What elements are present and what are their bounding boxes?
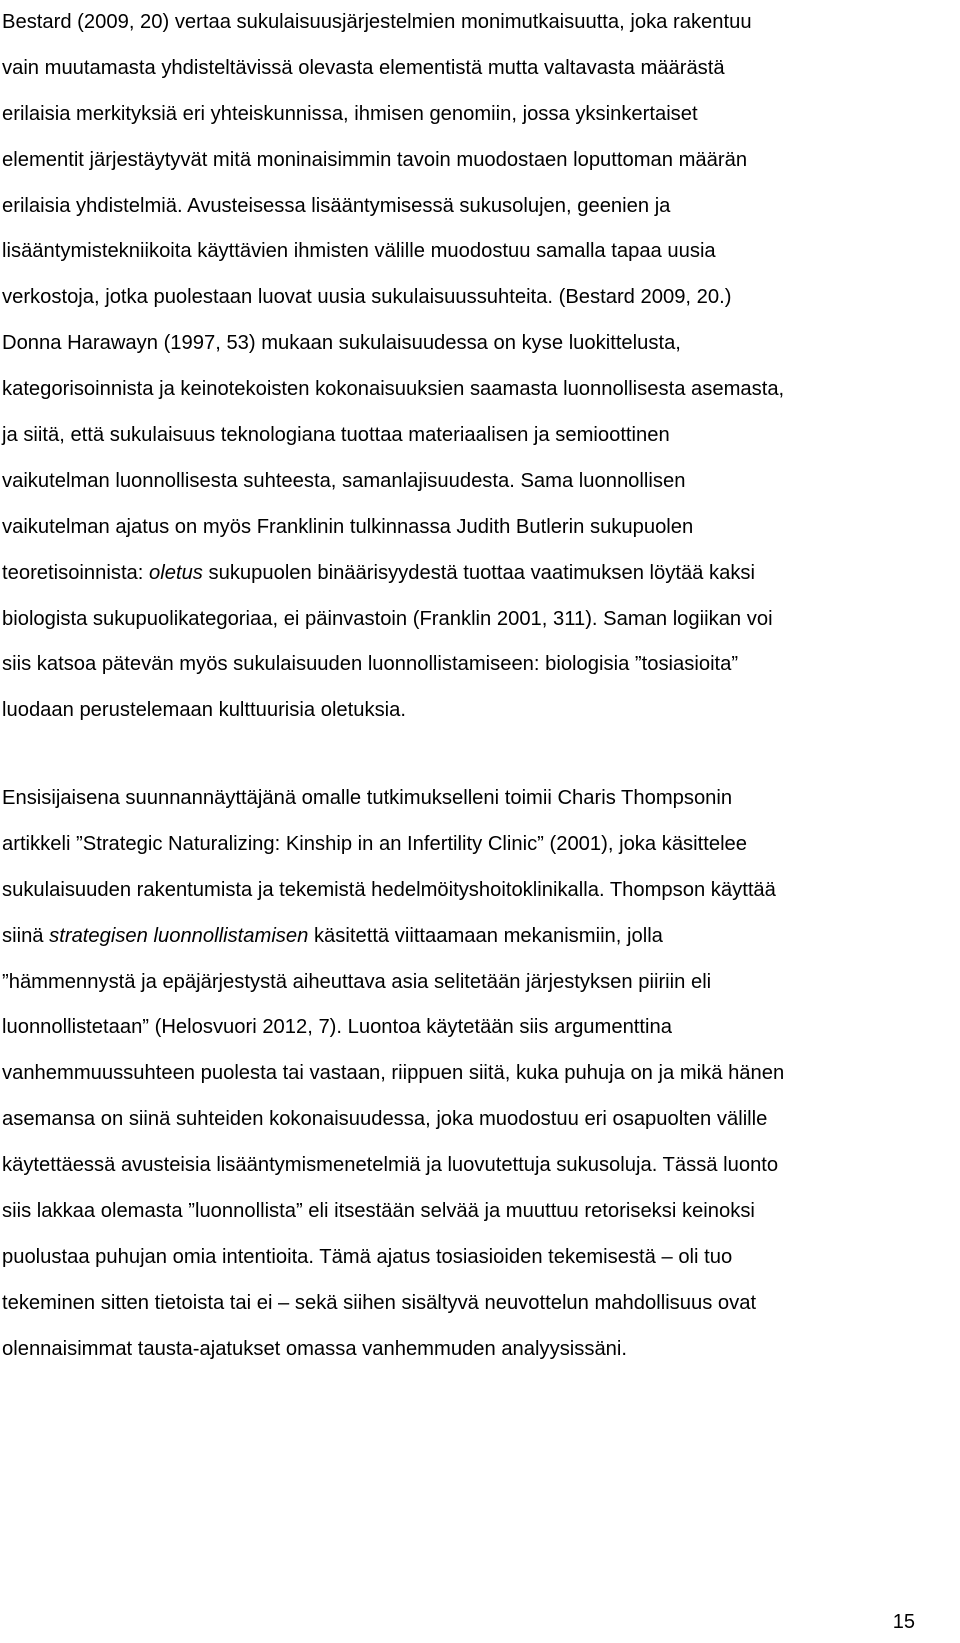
text-line (2, 868, 918, 914)
text-line (2, 0, 918, 46)
text-line (2, 367, 918, 413)
text-run: ja siitä, että sukulaisuus teknologiana tuottaa materiaalisen ja semioottinen (2, 424, 670, 447)
text-line (2, 92, 918, 138)
text-run: lisääntymistekniikoita käyttävien ihmisten välille muodostuu samalla tapaa uusia (2, 240, 716, 263)
text-line (2, 505, 918, 551)
text-run: vaikutelman ajatus on myös Franklinin tulkinnassa Judith Butlerin sukupuolen (2, 515, 694, 538)
text-line (2, 459, 918, 505)
text-line (2, 776, 918, 822)
text-run: kategorisoinnista ja keinotekoisten kokonaisuuksien saamasta luonnollisesta asemasta, (2, 378, 785, 401)
italic-text-run: oletus (149, 561, 203, 584)
text-run: asemansa on siinä suhteiden kokonaisuudessa, joka muodostuu eri osapuolten välille (2, 1108, 768, 1131)
text-line (2, 321, 918, 367)
text-line (2, 1189, 918, 1235)
text-run: olennaisimmat tausta-ajatukset omassa vanhemmuden analyysissäni. (2, 1337, 628, 1360)
text-run: erilaisia yhdistelmiä. Avusteisessa lisääntymisessä sukusolujen, geenien ja (2, 194, 671, 217)
text-run: artikkeli ”Strategic Naturalizing: Kinship in an Infertility Clinic” (2001), joka käsittelee (2, 832, 748, 855)
text-run: Ensisijaisena suunnannäyttäjänä omalle tutkimukselleni toimii Charis Thompsonin (2, 787, 733, 809)
text-run: luonnollistetaan” (Helosvuori 2012, 7). Luontoa käytetään siis argumenttina (2, 1016, 672, 1039)
text-run: luodaan perustelemaan kulttuurisia oletuksia. (2, 699, 406, 722)
text-run: vanhemmuussuhteen puolesta tai vastaan, riippuen siitä, kuka puhuja on ja mikä hänen (2, 1062, 785, 1085)
text-run: biologista sukupuolikategoriaa, ei päinvastoin (Franklin 2001, 311). Saman logiikan voi (2, 607, 773, 630)
text-line (2, 642, 918, 688)
text-run: siinä (2, 924, 50, 947)
text-line (2, 275, 918, 321)
text-line (2, 1235, 918, 1281)
text-run: tekeminen sitten tietoista tai ei – sekä siihen sisältyvä neuvottelun mahdollisuus ovat (2, 1291, 757, 1314)
text-line (2, 229, 918, 275)
text-run: Bestard (2009, 20) vertaa sukulaisuusjärjestelmien monimutkaisuutta, joka rakentuu (2, 11, 752, 33)
text-line (2, 551, 918, 597)
paragraph (2, 0, 918, 734)
text-line (2, 138, 918, 184)
page-number: 15 (892, 1611, 915, 1633)
text-line (2, 960, 918, 1006)
text-line (2, 413, 918, 459)
text-run: erilaisia merkityksiä eri yhteiskunnissa, ihmisen genomiin, jossa yksinkertaiset (2, 102, 698, 125)
text-run: teoretisoinnista: (2, 561, 150, 584)
text-line (2, 46, 918, 92)
text-line (2, 1281, 918, 1327)
text-run: käytettäessä avusteisia lisääntymismenetelmiä ja luovutettuja sukusoluja. Tässä luonto (2, 1154, 779, 1177)
text-line (2, 597, 918, 643)
text-line (2, 688, 918, 734)
text-run: ”hämmennystä ja epäjärjestystä aiheuttava asia selitetään järjestyksen piiriin eli (2, 970, 712, 993)
text-run: sukulaisuuden rakentumista ja tekemistä hedelmöityshoitoklinikalla. Thompson käyttää (2, 878, 776, 901)
text-line (2, 822, 918, 868)
text-run: elementit järjestäytyvät mitä moninaisimmin tavoin muodostaen loputtoman määrän (2, 148, 748, 171)
text-run: vain muutamasta yhdisteltävissä olevasta elementistä mutta valtavasta määrästä (2, 56, 725, 79)
text-run: verkostoja, jotka puolestaan luovat uusia sukulaisuussuhteita. (Bestard 2009, 20.) (2, 286, 732, 309)
text-run: puolustaa puhujan omia intentioita. Tämä ajatus tosiasioiden tekemisestä – oli tuo (2, 1245, 733, 1268)
text-run: siis katsoa pätevän myös sukulaisuuden luonnollistamiseen: biologisia ”tosiasioita” (2, 653, 739, 676)
text-line (2, 1051, 918, 1097)
text-line (2, 1327, 918, 1373)
text-line (2, 1005, 918, 1051)
paragraph (2, 776, 918, 1373)
text-line (2, 1143, 918, 1189)
text-line (2, 184, 918, 230)
text-run: käsitettä viittaamaan mekanismiin, jolla (308, 924, 663, 947)
text-line (2, 914, 918, 960)
text-run: siis lakkaa olemasta ”luonnollista” eli itsestään selvää ja muuttuu retoriseksi keinoksi (2, 1200, 755, 1223)
text-line (2, 1097, 918, 1143)
text-run: sukupuolen binäärisyydestä tuottaa vaatimuksen löytää kaksi (202, 561, 756, 584)
text-run: Donna Harawayn (1997, 53) mukaan sukulaisuudessa on kyse luokittelusta, (2, 332, 681, 355)
text-run: vaikutelman luonnollisesta suhteesta, samanlajisuudesta. Sama luonnollisen (2, 469, 686, 492)
italic-text-run: strategisen luonnollistamisen (49, 924, 309, 947)
